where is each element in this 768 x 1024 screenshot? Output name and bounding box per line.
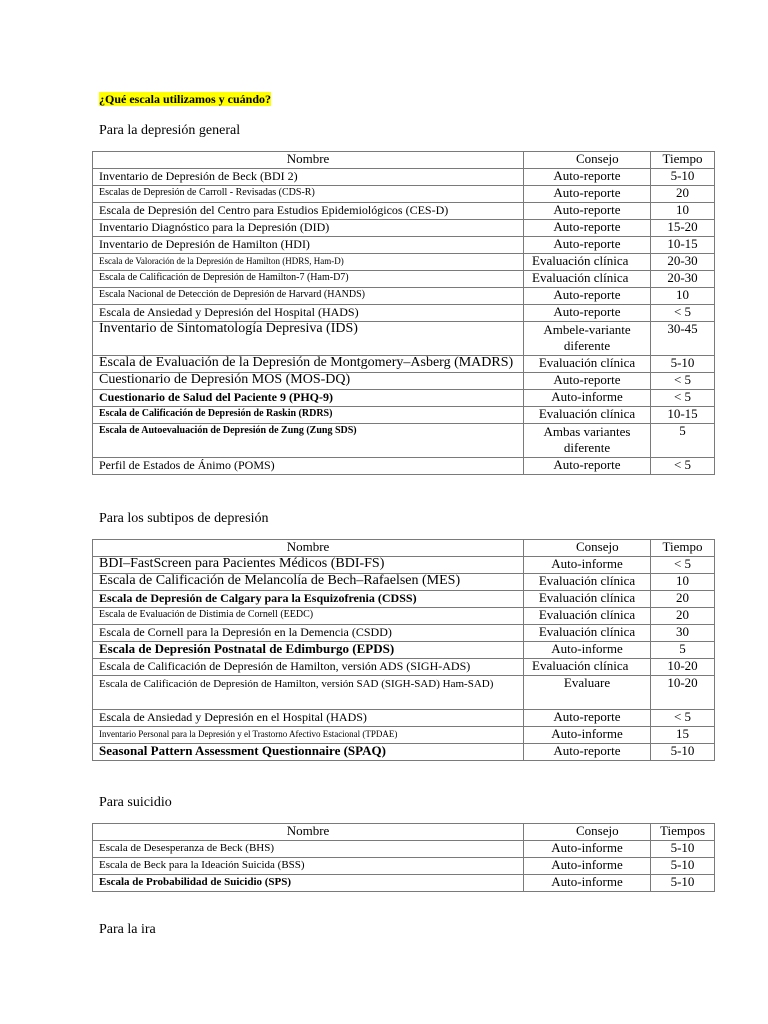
general-depression-table bbox=[92, 151, 715, 475]
table-row bbox=[93, 373, 715, 390]
scale-mode: Ambele-variante diferente bbox=[524, 322, 651, 356]
scale-time: < 5 bbox=[651, 390, 715, 407]
scale-name: Escala de Calificación de Depresión de Hamilton, versión ADS (SIGH-ADS) bbox=[93, 659, 524, 676]
scale-mode: Ambas variantes diferente bbox=[524, 424, 651, 458]
scale-time: 5-10 bbox=[651, 169, 715, 186]
section-heading-subtypes: Para los subtipos de depresión bbox=[99, 511, 269, 526]
table-row bbox=[93, 288, 715, 305]
scale-time: 30-45 bbox=[651, 322, 715, 356]
scale-name: Cuestionario de Depresión MOS (MOS-DQ) bbox=[93, 373, 524, 390]
scale-mode: Auto-reporte bbox=[524, 186, 651, 203]
scale-time: 10 bbox=[651, 288, 715, 305]
table-header-row bbox=[93, 824, 715, 841]
scale-mode: Evaluación clínica bbox=[524, 625, 651, 642]
table-row bbox=[93, 591, 715, 608]
scale-mode: Auto-reporte bbox=[524, 458, 651, 475]
table-row bbox=[93, 169, 715, 186]
table-row bbox=[93, 271, 715, 288]
scale-time: 10-20 bbox=[651, 659, 715, 676]
table-row bbox=[93, 875, 715, 892]
scale-time: 10-15 bbox=[651, 237, 715, 254]
scale-mode: Auto-informe bbox=[524, 875, 651, 892]
scale-name: Escala de Depresión del Centro para Estudios Epidemiológicos (CES-D) bbox=[93, 203, 524, 220]
header-tiempo: Tiempo bbox=[651, 540, 715, 557]
scale-mode: Evaluación clínica bbox=[524, 407, 651, 424]
scale-name: Escala de Depresión Postnatal de Edimburgo (EPDS) bbox=[93, 642, 524, 659]
scale-time: < 5 bbox=[651, 557, 715, 574]
section-heading-anger: Para la ira bbox=[99, 922, 156, 937]
table-row bbox=[93, 557, 715, 574]
table-row bbox=[93, 676, 715, 710]
scale-name: Inventario de Depresión de Hamilton (HDI) bbox=[93, 237, 524, 254]
scale-time: 20 bbox=[651, 591, 715, 608]
table-row bbox=[93, 186, 715, 203]
scale-mode: Auto-reporte bbox=[524, 744, 651, 761]
scale-time: 20 bbox=[651, 186, 715, 203]
scale-time: 10-20 bbox=[651, 676, 715, 710]
header-consejo: Consejo bbox=[524, 540, 651, 557]
table-row bbox=[93, 237, 715, 254]
scale-time: 15 bbox=[651, 727, 715, 744]
scale-name: BDI–FastScreen para Pacientes Médicos (BDI-FS) bbox=[93, 557, 524, 574]
table-row bbox=[93, 305, 715, 322]
table-row bbox=[93, 625, 715, 642]
scale-time: 20-30 bbox=[651, 271, 715, 288]
scale-name: Escala de Calificación de Melancolía de Bech–Rafaelsen (MES) bbox=[93, 574, 524, 591]
scale-name: Escala de Autoevaluación de Depresión de Zung (Zung SDS) bbox=[93, 424, 524, 458]
table-row bbox=[93, 407, 715, 424]
scale-time: 5 bbox=[651, 642, 715, 659]
table-row bbox=[93, 574, 715, 591]
scale-name: Inventario Personal para la Depresión y el Trastorno Afectivo Estacional (TPDAE) bbox=[93, 727, 524, 744]
scale-mode: Evaluación clínica bbox=[524, 659, 651, 676]
scale-time: < 5 bbox=[651, 458, 715, 475]
header-nombre: Nombre bbox=[93, 540, 524, 557]
table-row bbox=[93, 841, 715, 858]
scale-name: Escala de Desesperanza de Beck (BHS) bbox=[93, 841, 524, 858]
section-heading-suicide: Para suicidio bbox=[99, 795, 172, 810]
scale-mode: Auto-informe bbox=[524, 390, 651, 407]
table-row bbox=[93, 254, 715, 271]
table-row bbox=[93, 356, 715, 373]
scale-mode: Auto-reporte bbox=[524, 220, 651, 237]
table-row bbox=[93, 608, 715, 625]
scale-name: Escala de Ansiedad y Depresión del Hospital (HADS) bbox=[93, 305, 524, 322]
scale-time: 10 bbox=[651, 203, 715, 220]
scale-mode: Evaluación clínica bbox=[524, 271, 651, 288]
scale-name: Escala Nacional de Detección de Depresión de Harvard (HANDS) bbox=[93, 288, 524, 305]
table-row bbox=[93, 322, 715, 356]
scale-time: 20 bbox=[651, 608, 715, 625]
scale-name: Escala de Calificación de Depresión de Hamilton, versión SAD (SIGH-SAD) Ham-SAD) bbox=[93, 676, 524, 710]
scale-time: 10-15 bbox=[651, 407, 715, 424]
table-row bbox=[93, 424, 715, 458]
table-header-row bbox=[93, 540, 715, 557]
scale-name: Inventario de Depresión de Beck (BDI 2) bbox=[93, 169, 524, 186]
scale-name: Escala de Probabilidad de Suicidio (SPS) bbox=[93, 875, 524, 892]
scale-name: Escala de Beck para la Ideación Suicida (BSS) bbox=[93, 858, 524, 875]
table-row bbox=[93, 203, 715, 220]
table-row bbox=[93, 858, 715, 875]
header-tiempo: Tiempo bbox=[651, 152, 715, 169]
scale-time: < 5 bbox=[651, 710, 715, 727]
scale-mode: Auto-reporte bbox=[524, 203, 651, 220]
scale-time: < 5 bbox=[651, 373, 715, 390]
scale-time: 5-10 bbox=[651, 875, 715, 892]
scale-name: Escala de Evaluación de Distimia de Cornell (EEDC) bbox=[93, 608, 524, 625]
scale-name: Seasonal Pattern Assessment Questionnaire (SPAQ) bbox=[93, 744, 524, 761]
scale-name: Escala de Ansiedad y Depresión en el Hospital (HADS) bbox=[93, 710, 524, 727]
header-nombre: Nombre bbox=[93, 152, 524, 169]
scale-mode: Auto-informe bbox=[524, 642, 651, 659]
scale-time: 5-10 bbox=[651, 744, 715, 761]
scale-name: Escala de Depresión de Calgary para la Esquizofrenia (CDSS) bbox=[93, 591, 524, 608]
scale-time: 15-20 bbox=[651, 220, 715, 237]
scale-name: Escalas de Depresión de Carroll - Revisadas (CDS-R) bbox=[93, 186, 524, 203]
scale-name: Escala de Valoración de la Depresión de Hamilton (HDRS, Ham-D) bbox=[93, 254, 524, 271]
header-nombre: Nombre bbox=[93, 824, 524, 841]
scale-mode: Evaluación clínica bbox=[524, 608, 651, 625]
scale-mode: Auto-informe bbox=[524, 557, 651, 574]
scale-time: 5 bbox=[651, 424, 715, 458]
scale-name: Inventario Diagnóstico para la Depresión (DID) bbox=[93, 220, 524, 237]
header-consejo: Consejo bbox=[524, 152, 651, 169]
scale-mode: Auto-reporte bbox=[524, 237, 651, 254]
scale-mode: Auto-informe bbox=[524, 727, 651, 744]
scale-mode: Evaluación clínica bbox=[524, 356, 651, 373]
scale-time: 10 bbox=[651, 574, 715, 591]
scale-name: Inventario de Sintomatología Depresiva (IDS) bbox=[93, 322, 524, 356]
table-row bbox=[93, 659, 715, 676]
scale-mode: Auto-informe bbox=[524, 858, 651, 875]
table-row bbox=[93, 727, 715, 744]
table-header-row bbox=[93, 152, 715, 169]
scale-time: 30 bbox=[651, 625, 715, 642]
table-row bbox=[93, 642, 715, 659]
table-row bbox=[93, 390, 715, 407]
scale-mode: Auto-reporte bbox=[524, 288, 651, 305]
section-heading-general: Para la depresión general bbox=[99, 123, 241, 138]
depression-subtypes-table bbox=[92, 539, 715, 761]
header-consejo: Consejo bbox=[524, 824, 651, 841]
scale-time: < 5 bbox=[651, 305, 715, 322]
scale-mode: Auto-reporte bbox=[524, 373, 651, 390]
scale-name: Escala de Evaluación de la Depresión de Montgomery–Asberg (MADRS) bbox=[93, 356, 524, 373]
scale-mode: Evaluación clínica bbox=[524, 591, 651, 608]
table-row bbox=[93, 710, 715, 727]
header-tiempos: Tiempos bbox=[651, 824, 715, 841]
scale-mode: Evaluación clínica bbox=[524, 574, 651, 591]
scale-time: 20-30 bbox=[651, 254, 715, 271]
highlighted-title: ¿Qué escala utilizamos y cuándo? bbox=[99, 92, 272, 106]
scale-mode: Auto-reporte bbox=[524, 710, 651, 727]
scale-name: Escala de Calificación de Depresión de Raskin (RDRS) bbox=[93, 407, 524, 424]
scale-mode: Auto-reporte bbox=[524, 169, 651, 186]
scale-mode: Auto-reporte bbox=[524, 305, 651, 322]
scale-name: Escala de Calificación de Depresión de Hamilton-7 (Ham-D7) bbox=[93, 271, 524, 288]
page-title bbox=[99, 92, 271, 107]
suicide-table bbox=[92, 823, 715, 892]
scale-name: Cuestionario de Salud del Paciente 9 (PHQ-9) bbox=[93, 390, 524, 407]
table-row bbox=[93, 744, 715, 761]
table-row bbox=[93, 458, 715, 475]
scale-name: Perfil de Estados de Ánimo (POMS) bbox=[93, 458, 524, 475]
scale-mode: Auto-informe bbox=[524, 841, 651, 858]
table-row bbox=[93, 220, 715, 237]
scale-name: Escala de Cornell para la Depresión en la Demencia (CSDD) bbox=[93, 625, 524, 642]
scale-time: 5-10 bbox=[651, 841, 715, 858]
scale-mode: Evaluación clínica bbox=[524, 254, 651, 271]
scale-time: 5-10 bbox=[651, 356, 715, 373]
scale-mode: Evaluare bbox=[524, 676, 651, 710]
scale-time: 5-10 bbox=[651, 858, 715, 875]
